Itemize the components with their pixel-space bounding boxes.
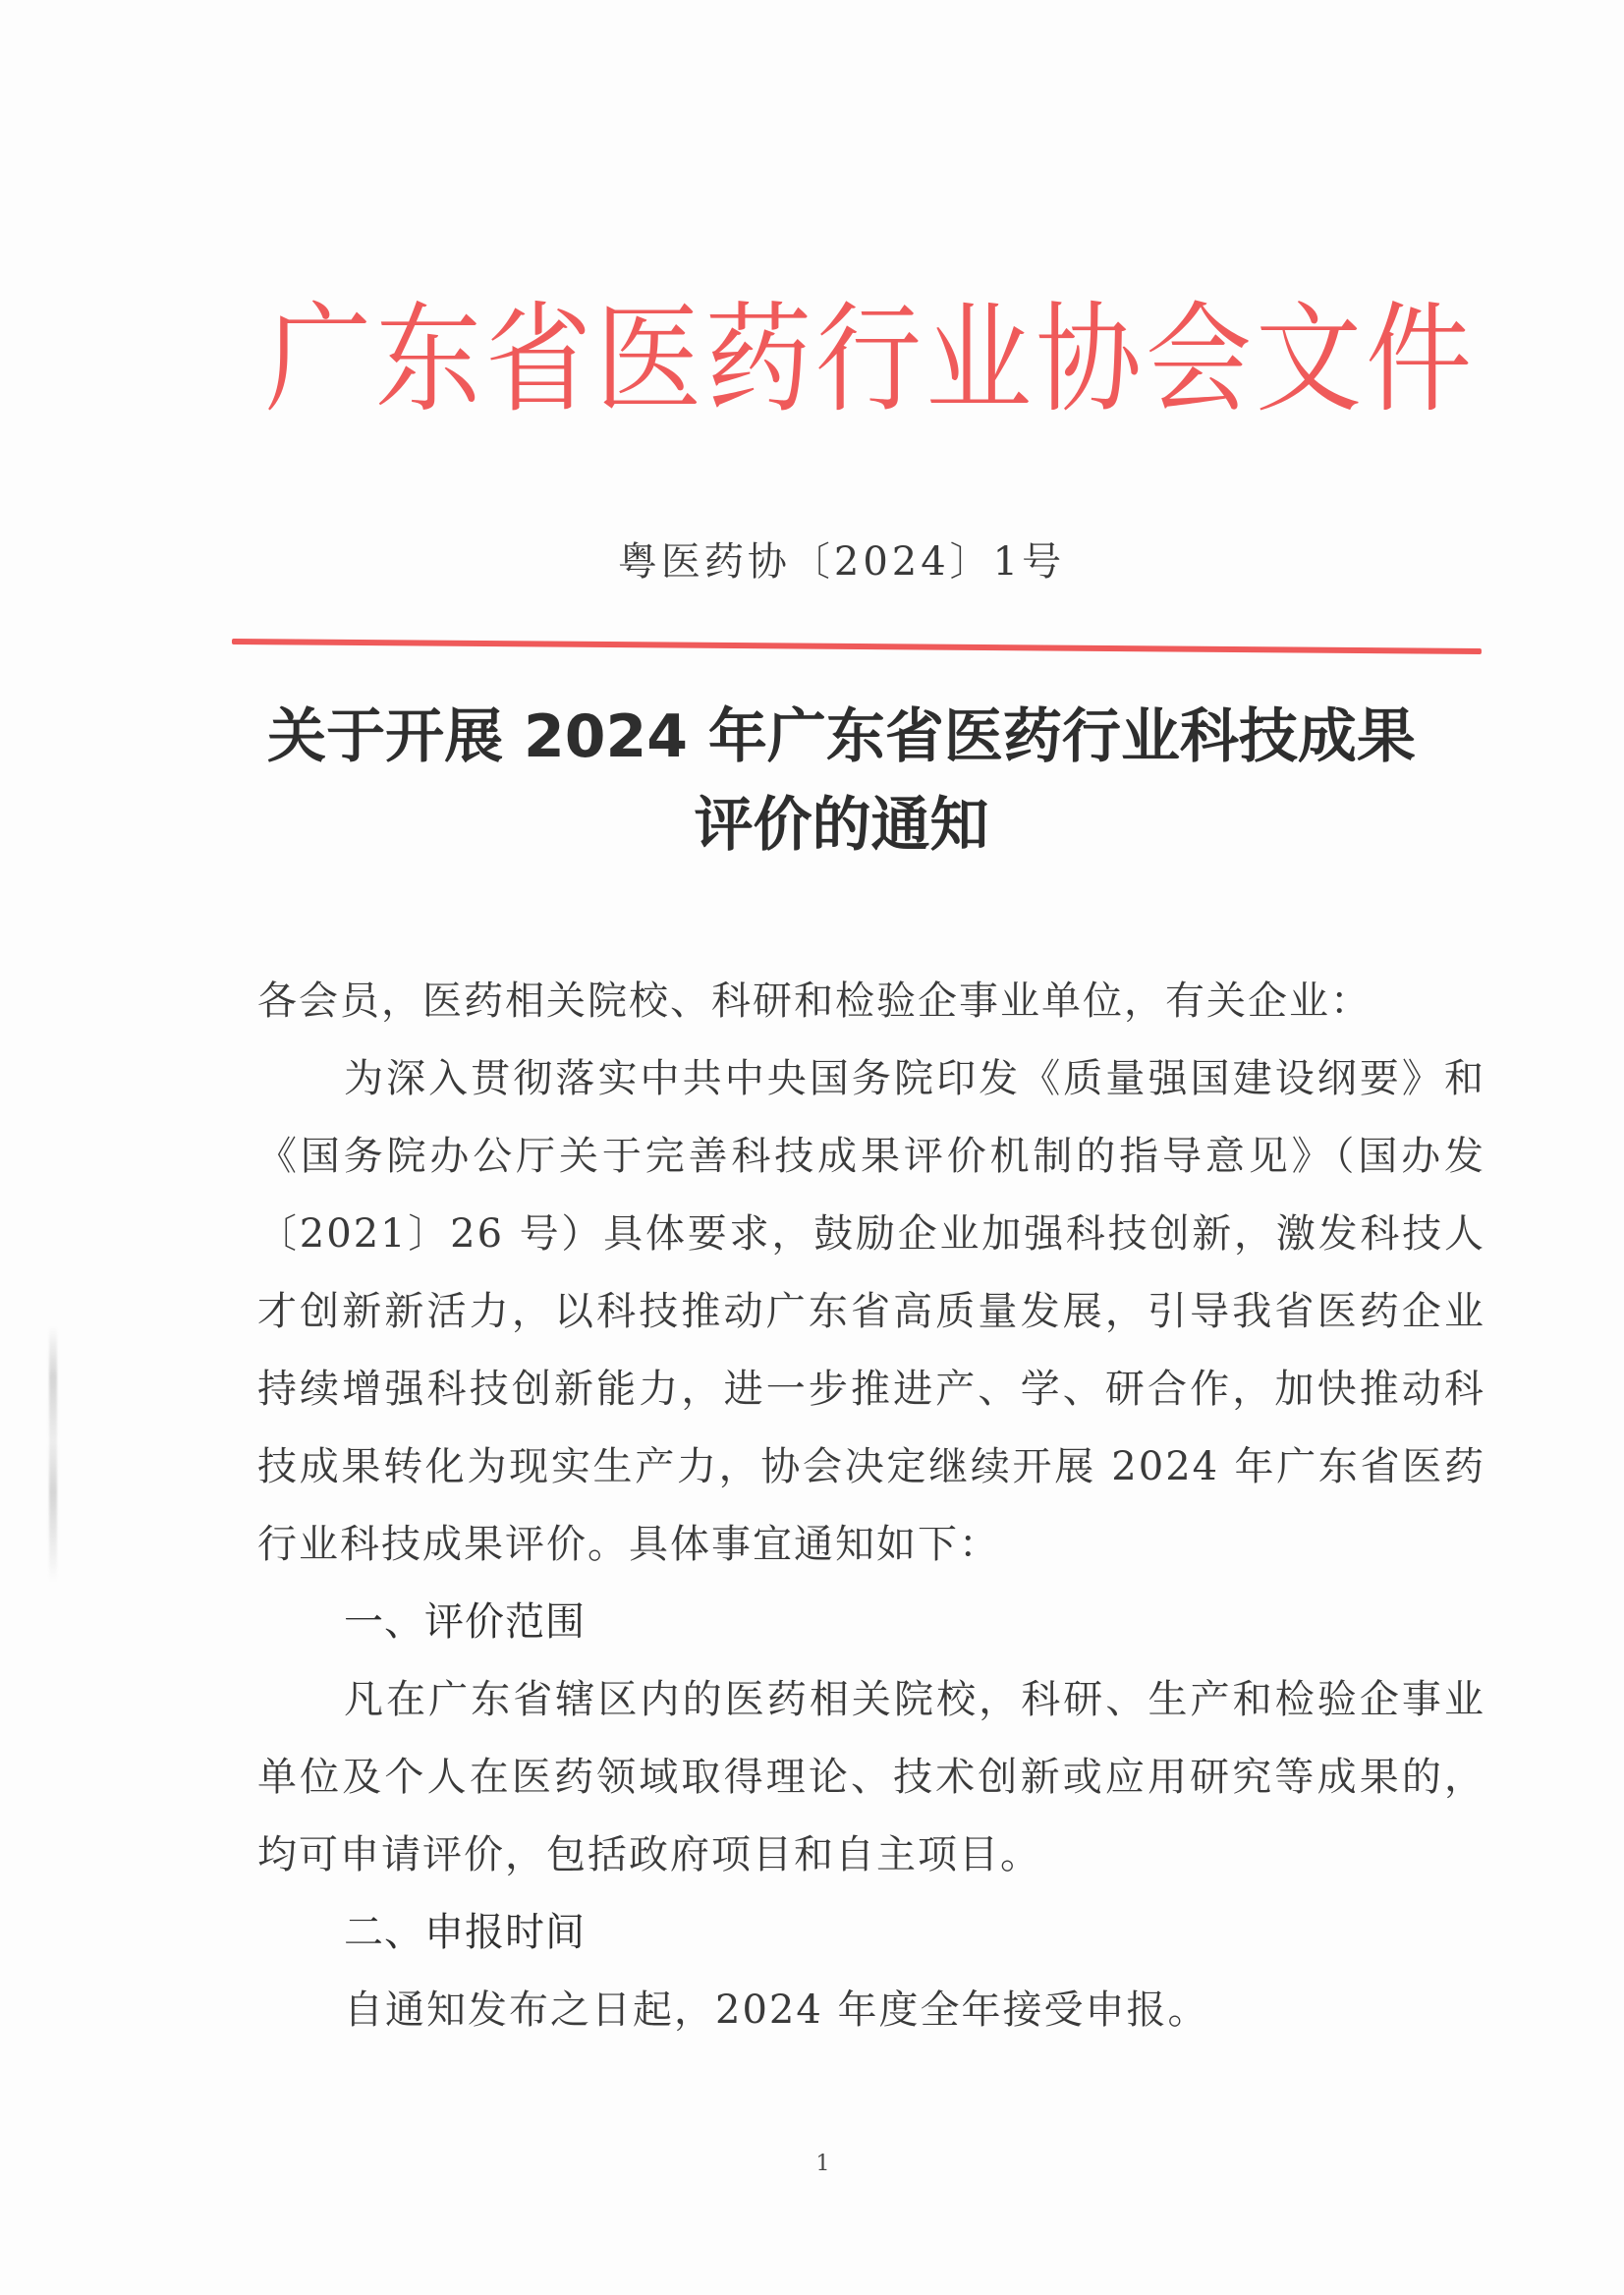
section-heading-scope: 一、评价范围 xyxy=(344,1599,586,1645)
section-heading-time: 二、申报时间 xyxy=(344,1910,586,1955)
scan-artifact xyxy=(49,1326,57,1582)
section-text-scope: 凡在广东省辖区内的医药相关院校，科研、生产和检验企事业单位及个人在医药领域取得理论、技术创新或应用研究等成果的，均可申请评价，包括政府项目和自主项目。 xyxy=(257,1677,1485,1877)
salutation: 各会员，医药相关院校、科研和检验企事业单位，有关企业： xyxy=(257,979,1372,1024)
document-body xyxy=(257,963,1485,2049)
notice-title xyxy=(0,693,1624,869)
notice-title-line-2: 评价的通知 xyxy=(694,791,989,860)
intro-paragraph: 为深入贯彻落实中共中央国务院印发《质量强国建设纲要》和《国务院办公厅关于完善科技成果评价机制的指导意见》（国办发〔2021〕26 号）具体要求，鼓励企业加强科技创新，激发科技人才创新新活力，以科技推动广东省高质量发展，引导我省医药企业持续增强科技创新能力，进一步推进产、学、研合作，加快推动科技成果转化为现实生产力，协会决定继续开展 2024 年广东省医药行业科技成果评价。具体事宜通知如下： xyxy=(257,1056,1485,1567)
section-text-time: 自通知发布之日起，2024 年度全年接受申报。 xyxy=(344,1987,1209,2033)
document-number: 粤医药协〔2024〕1号 xyxy=(617,539,1066,585)
organization-letterhead-title: 广东省医药行业协会文件 xyxy=(265,291,1477,429)
red-divider-rule xyxy=(232,639,1482,654)
page-number: 1 xyxy=(815,2152,830,2176)
notice-title-line-1: 关于开展 2024 年广东省医药行业科技成果 xyxy=(267,702,1416,771)
